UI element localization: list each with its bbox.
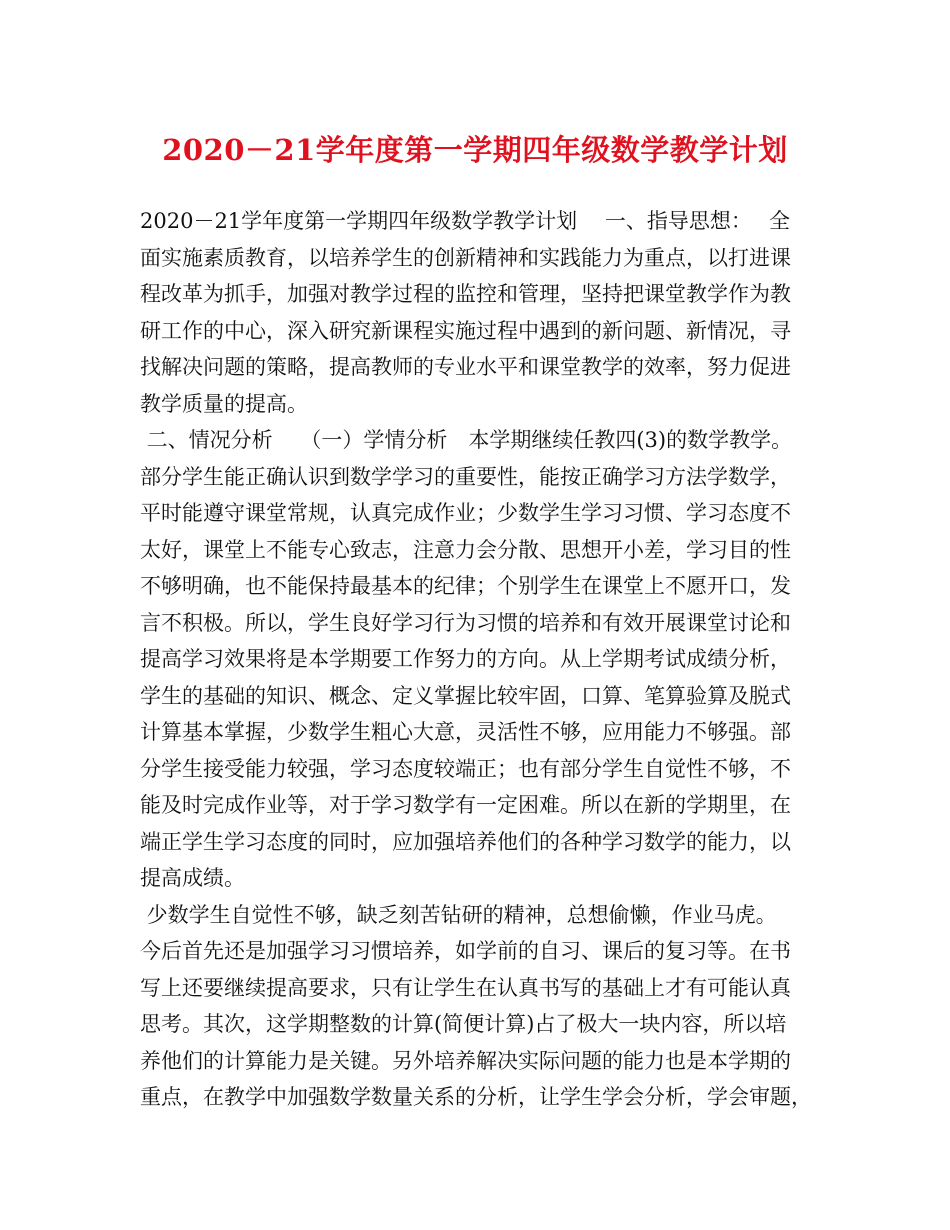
body-line: 思考。其次，这学期整数的计算(简便计算)占了极大一块内容，所以培 [140,1012,787,1036]
body-line: 少数学生自觉性不够，缺乏刻苦钻研的精神，总想偷懒，作业马虎。 [140,902,777,927]
body-line: 教学质量的提高。 [140,391,308,416]
document-body [140,203,818,1116]
body-line: 学生的基础的知识、概念、定义掌握比较牢固，口算、笔算验算及脱式 [140,683,791,708]
body-line: 不够明确，也不能保持最基本的纪律；个别学生在课堂上不愿开口，发 [140,574,791,598]
body-line: 今后首先还是加强学习习惯培养，如学前的自习、课后的复习等。在书 [140,939,791,963]
body-line: 二、情况分析 （一）学情分析 本学期继续任教四(3)的数学教学。 [140,428,793,452]
body-line: 计算基本掌握，少数学生粗心大意，灵活性不够，应用能力不够强。部 [140,720,791,744]
body-line: 平时能遵守课堂常规，认真完成作业；少数学生学习习惯、学习态度不 [140,501,791,525]
body-line: 程改革为抓手，加强对教学过程的监控和管理，坚持把课堂教学作为教 [140,282,791,306]
body-line: 分学生接受能力较强，学习态度较端正；也有部分学生自觉性不够，不 [140,756,791,781]
document-title: 2020－21学年度第一学期四年级数学教学计划 [162,133,788,167]
body-line: 写上还要继续提高要求，只有让学生在认真书写的基础上才有可能认真 [140,975,791,1000]
body-line: 言不积极。所以，学生良好学习行为习惯的培养和有效开展课堂讨论和 [140,610,791,635]
body-line: 研工作的中心，深入研究新课程实施过程中遇到的新问题、新情况，寻 [140,318,791,343]
body-line: 面实施素质教育，以培养学生的创新精神和实践能力为重点，以打进课 [140,245,791,270]
body-line: 能及时完成作业等，对于学习数学有一定困难。所以在新的学期里，在 [140,793,791,817]
body-line: 端正学生学习态度的同时，应加强培养他们的各种学习数学的能力，以 [140,829,791,854]
body-line: 太好，课堂上不能专心致志，注意力会分散、思想开小差，学习目的性 [140,537,791,562]
body-line: 提高学习效果将是本学期要工作努力的方向。从上学期考试成绩分析， [140,647,791,671]
body-line: 重点，在教学中加强数学数量关系的分析，让学生学会分析，学会审题， [140,1085,812,1109]
body-line: 找解决问题的策略，提高教师的专业水平和课堂教学的效率，努力促进 [140,355,791,379]
body-line: 养他们的计算能力是关键。另外培养解决实际问题的能力也是本学期的 [140,1048,791,1073]
body-line: 提高成绩。 [140,866,245,890]
body-line: 2020－21学年度第一学期四年级数学教学计划 一、指导思想： 全 [140,209,791,233]
body-line: 部分学生能正确认识到数学学习的重要性，能按正确学习方法学数学， [140,464,791,489]
